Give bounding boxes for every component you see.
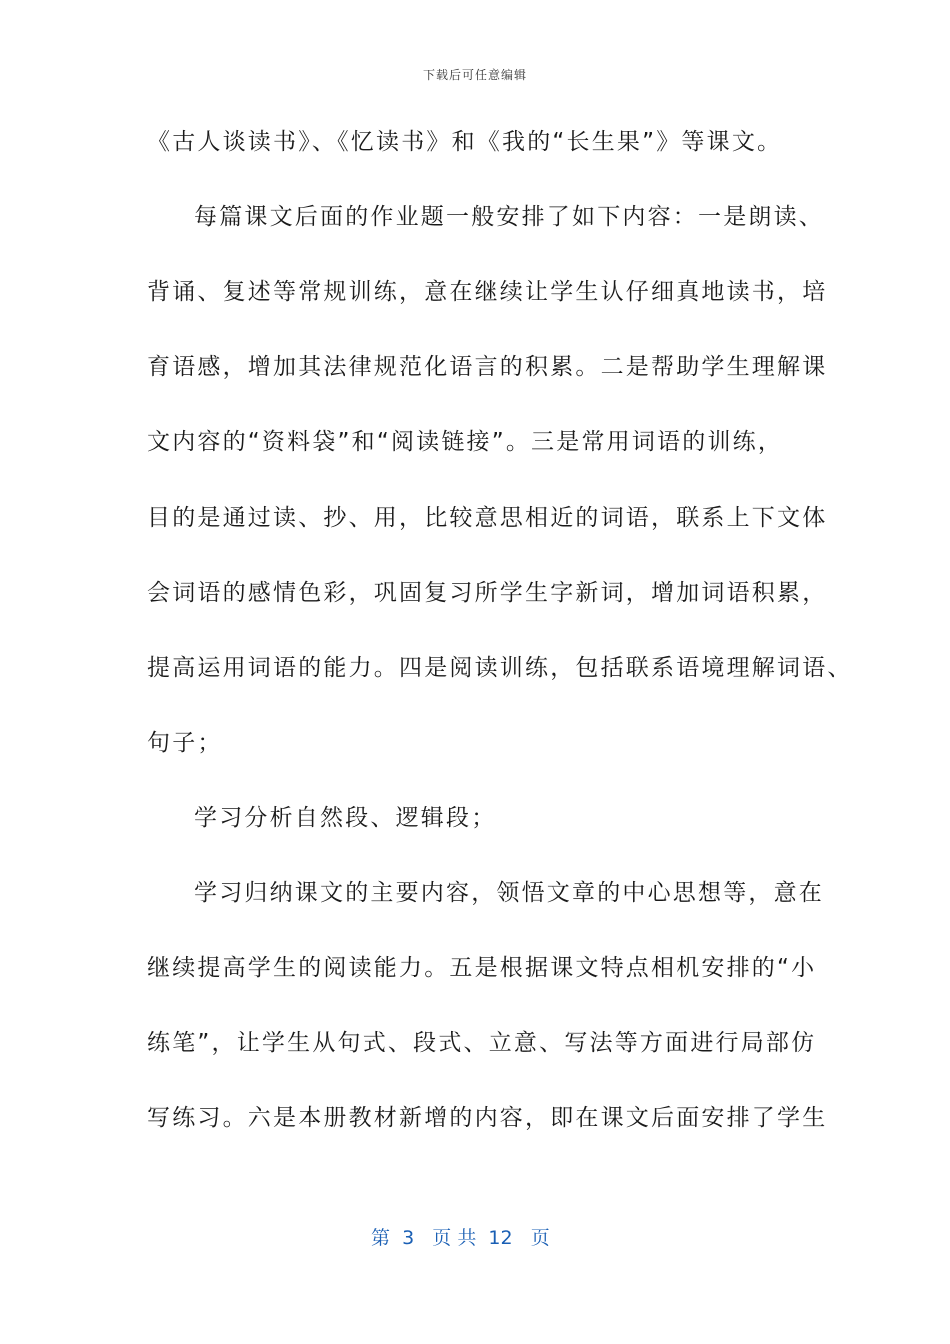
page-number-footer: 第 3 页 共 12 页	[371, 1227, 550, 1249]
text-line: 练笔”，让学生从句式、段式、立意、写法等方面进行局部仿	[147, 1030, 817, 1056]
text-line: 目的是通过读、抄、用，比较意思相近的词语，联系上下文体	[147, 505, 828, 531]
text-line: 写练习。六是本册教材新增的内容，即在课文后面安排了学生	[147, 1105, 828, 1131]
text-line: 学习分析自然段、逻辑段；	[194, 805, 497, 831]
text-line: 学习归纳课文的主要内容，领悟文章的中心思想等，意在	[194, 880, 824, 906]
text-line: 《古人谈读书》、《忆读书》和《我的“长生果”》等课文。	[147, 129, 783, 155]
text-line: 继续提高学生的阅读能力。五是根据课文特点相机安排的“小	[147, 955, 817, 981]
text-line: 提高运用词语的能力。四是阅读训练，包括联系语境理解词语、	[147, 655, 853, 681]
text-line: 育语感，增加其法律规范化语言的积累。二是帮助学生理解课	[147, 354, 828, 380]
text-line: 背诵、复述等常规训练，意在继续让学生认仔细真地读书，培	[147, 279, 828, 305]
text-line: 每篇课文后面的作业题一般安排了如下内容：一是朗读、	[194, 204, 824, 230]
text-line: 会词语的感情色彩，巩固复习所学生字新词，增加词语积累，	[147, 580, 828, 606]
text-line: 文内容的“资料袋”和“阅读链接”。三是常用词语的训练，	[147, 429, 784, 455]
page-header-note: 下载后可任意编辑	[422, 68, 527, 82]
text-line: 句子；	[147, 730, 223, 756]
